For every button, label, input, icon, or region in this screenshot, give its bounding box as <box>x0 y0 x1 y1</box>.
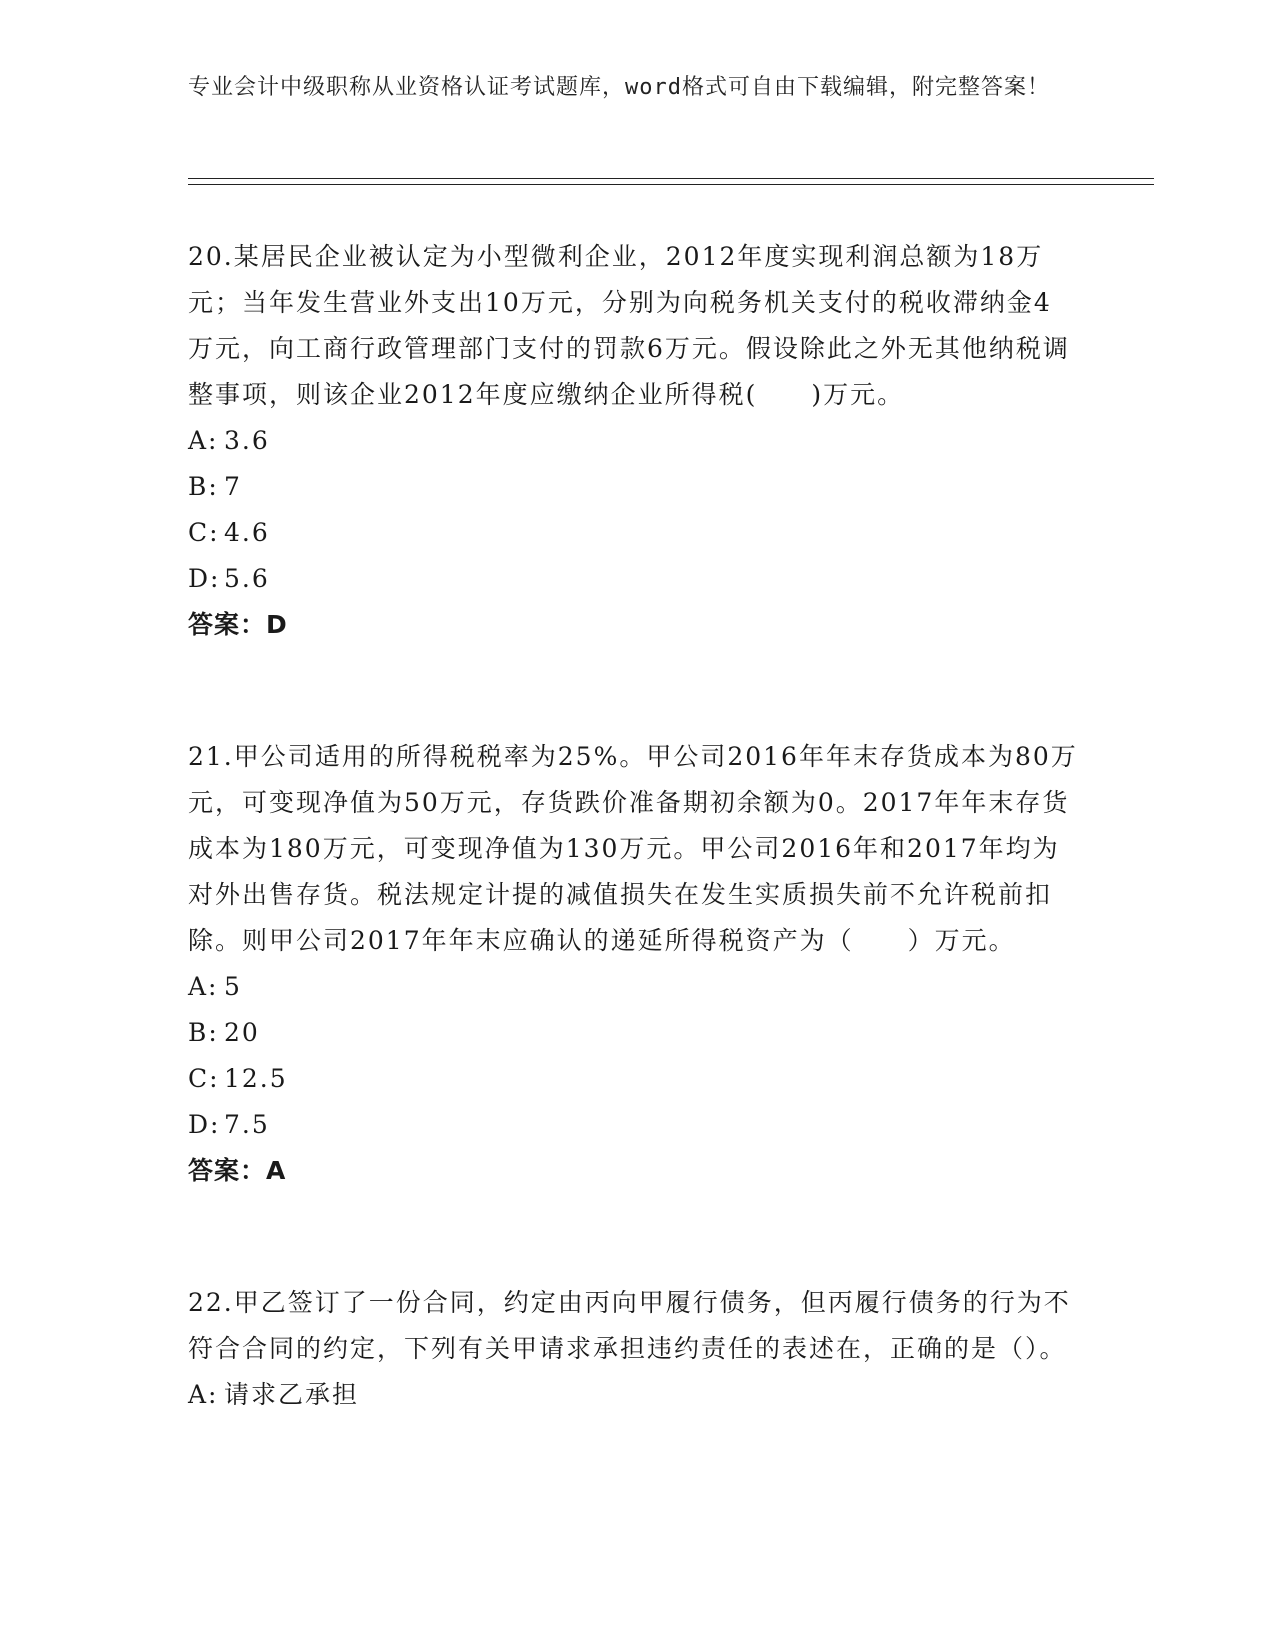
header-rule-top <box>188 178 1154 179</box>
option-key: D: <box>188 1110 221 1139</box>
option-c <box>188 1056 1078 1102</box>
option-c <box>188 510 1078 556</box>
option-key: A: <box>188 426 219 455</box>
option-text: 20 <box>224 1018 260 1047</box>
option-b <box>188 1010 1078 1056</box>
option-text: 7.5 <box>224 1110 270 1139</box>
option-a <box>188 418 1078 464</box>
answer-label: 答案：A <box>188 1156 287 1185</box>
option-text: 12.5 <box>224 1064 288 1093</box>
option-key: A: <box>188 1380 219 1409</box>
option-b <box>188 464 1078 510</box>
option-d <box>188 556 1078 602</box>
option-key: B: <box>188 472 219 501</box>
option-key: C: <box>188 518 220 547</box>
question-20 <box>188 234 1078 648</box>
option-a <box>188 1372 1078 1418</box>
option-key: A: <box>188 972 219 1001</box>
header-rule-bottom <box>188 184 1154 185</box>
option-d <box>188 1102 1078 1148</box>
option-text: 5.6 <box>224 564 270 593</box>
option-key: D: <box>188 564 221 593</box>
question-21 <box>188 734 1078 1194</box>
option-key: B: <box>188 1018 219 1047</box>
question-stem: 21.甲公司适用的所得税税率为25%。甲公司2016年年末存货成本为80万元，可变现净值为50万元，存货跌价准备期初余额为0。2017年年末存货成本为180万元，可变现净值为130万元。甲公司2016年和2017年均为对外出售存货。税法规定计提的减值损失在发生实质损失前不允许税前扣除。则甲公司2017年年末应确认的递延所得税资产为（ ）万元。 <box>188 742 1078 955</box>
question-22 <box>188 1280 1078 1418</box>
option-text: 7 <box>224 472 242 501</box>
option-text: 请求乙承担 <box>224 1380 360 1409</box>
question-stem: 22.甲乙签订了一份合同，约定由丙向甲履行债务，但丙履行债务的行为不符合合同的约定，下列有关甲请求承担违约责任的表述在，正确的是（）。 <box>188 1288 1071 1363</box>
option-key: C: <box>188 1064 220 1093</box>
document-header: 专业会计中级职称从业资格认证考试题库，word格式可自由下载编辑，附完整答案！ <box>188 75 1050 100</box>
option-a <box>188 964 1078 1010</box>
answer-label: 答案：D <box>188 610 288 639</box>
question-stem: 20.某居民企业被认定为小型微利企业，2012年度实现利润总额为18万元；当年发生营业外支出10万元，分别为向税务机关支付的税收滞纳金4万元，向工商行政管理部门支付的罚款6万元。假设除此之外无其他纳税调整事项，则该企业2012年度应缴纳企业所得税( )万元。 <box>188 242 1070 409</box>
option-text: 5 <box>224 972 242 1001</box>
option-text: 4.6 <box>224 518 270 547</box>
option-text: 3.6 <box>224 426 270 455</box>
